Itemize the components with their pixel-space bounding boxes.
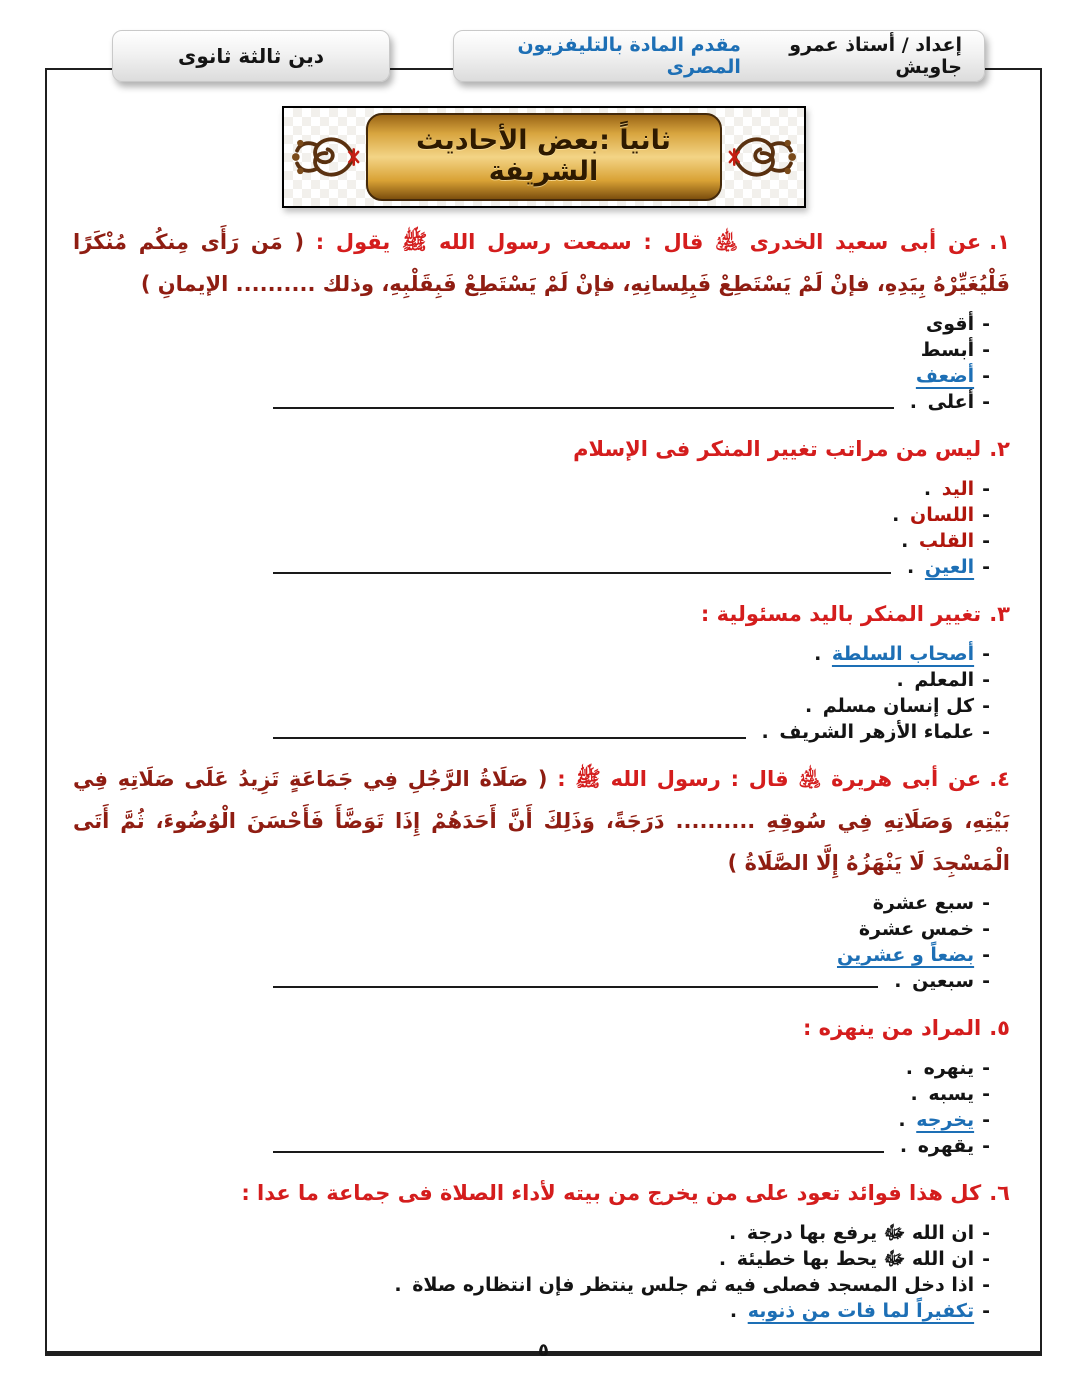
question-title xyxy=(73,758,1010,884)
option-suffix: . xyxy=(899,1135,914,1157)
question-title xyxy=(73,428,1010,470)
option-row xyxy=(73,1107,990,1133)
option-label: - اليد xyxy=(941,478,975,500)
option-label: - أعلى xyxy=(927,391,975,413)
option-label-correct: - بضعاً و عشرين xyxy=(836,944,975,966)
question-number: ٤. xyxy=(989,767,1010,791)
option-label: - أبسط xyxy=(920,339,975,361)
option-row xyxy=(73,337,990,363)
option-row xyxy=(73,719,990,745)
option-suffix: . xyxy=(729,1300,744,1322)
option-label: - أقوى xyxy=(925,313,975,335)
option-suffix: . xyxy=(898,1109,913,1131)
option-label-correct: - أضعف xyxy=(915,365,975,387)
option-row xyxy=(73,554,990,580)
option-label-correct: - يخرجه xyxy=(916,1109,975,1131)
question-text: عن أبى سعيد الخدرى ﵁ قال : سمعت رسول الله ﷺ يقول : xyxy=(304,230,982,254)
option-suffix: . xyxy=(892,504,907,526)
question-block xyxy=(73,1172,1014,1324)
section-banner xyxy=(282,106,806,208)
question-block xyxy=(73,758,1014,994)
option-label: - اذا دخل المسجد فصلى فيه ثم جلس ينتظر فإن انتظاره صلاة xyxy=(412,1274,975,1296)
option-row xyxy=(73,1272,990,1298)
question-text: عن أبى هريرة ﵁ قال : رسول الله ﷺ : xyxy=(547,767,982,791)
option-suffix: . xyxy=(910,1083,925,1105)
option-suffix: . xyxy=(718,1248,733,1270)
question-text: ليس من مراتب تغيير المنكر فى الإسلام xyxy=(573,437,982,461)
page-border xyxy=(45,68,1042,1361)
option-suffix: . xyxy=(896,669,911,691)
option-suffix: . xyxy=(804,695,819,717)
option-row xyxy=(73,311,990,337)
page-number: ٥ xyxy=(538,1340,549,1361)
question-number: ٢. xyxy=(989,437,1010,461)
separator-rule xyxy=(273,737,746,739)
option-row xyxy=(73,363,990,389)
section-banner-title: ثانياً :بعض الأحاديث الشريفة xyxy=(366,113,722,201)
option-label-correct: - العين xyxy=(924,556,975,578)
option-label: - سبعين xyxy=(912,970,975,992)
option-row xyxy=(73,1055,990,1081)
option-row xyxy=(73,1133,990,1159)
option-label: - ان الله ﷻ يرفع بها درجة xyxy=(746,1222,975,1244)
option-label-correct: - تكفيراً لما فات من ذنوبه xyxy=(747,1300,975,1322)
subject-badge-label: دين ثالثة ثانوى xyxy=(178,44,324,68)
question-title xyxy=(73,593,1010,635)
author-badge xyxy=(453,30,985,82)
option-row xyxy=(73,968,990,994)
question-text: المراد من ينهزه : xyxy=(802,1016,982,1040)
option-row xyxy=(73,693,990,719)
option-label: - سبع عشرة xyxy=(872,892,975,914)
floral-ornament-left-icon xyxy=(292,129,362,185)
options-list xyxy=(73,1055,990,1159)
option-row xyxy=(73,916,990,942)
question-number: ٣. xyxy=(989,602,1010,626)
option-row xyxy=(73,389,990,415)
options-list xyxy=(73,890,990,994)
question-number: ١. xyxy=(989,230,1010,254)
option-label: - ينهره xyxy=(923,1057,975,1079)
question-number: ٥. xyxy=(989,1016,1010,1040)
option-row xyxy=(73,1246,990,1272)
option-row xyxy=(73,641,990,667)
question-number: ٦. xyxy=(989,1181,1010,1205)
separator-rule xyxy=(273,407,894,409)
options-list xyxy=(73,476,990,580)
separator-rule xyxy=(273,1151,884,1153)
option-suffix: . xyxy=(894,970,909,992)
option-row xyxy=(73,667,990,693)
option-suffix: . xyxy=(909,391,924,413)
questions-list xyxy=(73,221,1014,1324)
options-list xyxy=(73,1220,990,1324)
question-text: تغيير المنكر باليد مسئولية : xyxy=(700,602,982,626)
question-block xyxy=(73,1007,1014,1159)
option-label: - المعلم xyxy=(914,669,975,691)
option-row xyxy=(73,1081,990,1107)
option-label: - القلب xyxy=(918,530,975,552)
author-badge-sublabel: مقدم المادة بالتليفزيون المصرى xyxy=(517,34,741,78)
question-title xyxy=(73,1007,1010,1049)
separator-rule xyxy=(273,572,891,574)
option-suffix: . xyxy=(728,1222,743,1244)
options-list xyxy=(73,641,990,745)
hadith-text: ( صَلَاةُ الرَّجُلِ فِي جَمَاعَةٍ تَزِيدُ عَلَى صَلَاتِهِ فِي بَيْتِهِ، وَصَلَاتِهِ فِي سُوقِهِ .......... دَرَجَةً، وَذَلِكَ أَنَّ أَحَدَهُمْ إِذَا تَوَضَّأَ فَأَحْسَنَ الْوُضُوءَ، ثُمَّ أَتَى الْمَسْجِدَ لَا يَنْهَزُهُ إِلَّا الصَّلَاةُ ) xyxy=(73,767,1010,875)
question-title xyxy=(73,221,1010,305)
option-row xyxy=(73,476,990,502)
option-suffix: . xyxy=(394,1274,409,1296)
question-block xyxy=(73,428,1014,580)
option-row xyxy=(73,1298,990,1324)
option-suffix: . xyxy=(923,478,938,500)
option-row xyxy=(73,528,990,554)
option-suffix: . xyxy=(761,721,776,743)
question-title xyxy=(73,1172,1010,1214)
option-label: - يسبه xyxy=(928,1083,975,1105)
floral-ornament-right-icon xyxy=(726,129,796,185)
question-block xyxy=(73,593,1014,745)
author-badge-label: إعداد / أستاذ عمرو جاويش xyxy=(789,34,962,78)
option-label: - علماء الأزهر الشريف xyxy=(779,721,975,743)
option-label: - كل إنسان مسلم xyxy=(822,695,975,717)
hadith-text: ( مَن رَأَى مِنكُم مُنْكَرًا فَلْيُغَيِّرْهُ بِيَدِهِ، فإنْ لَمْ يَسْتَطِعْ فَبِلِسانِهِ، فإنْ لَمْ يَسْتَطِعْ فَبِقَلْبِهِ، وذلك .......... الإيمانِ ) xyxy=(73,230,1010,296)
option-suffix: . xyxy=(905,1057,920,1079)
option-row xyxy=(73,942,990,968)
option-label: - ان الله ﷻ يحط بها خطيئة xyxy=(736,1248,975,1270)
separator-rule xyxy=(273,986,878,988)
option-label-correct: - أصحاب السلطة xyxy=(831,643,975,665)
page-content xyxy=(47,70,1040,1361)
subject-badge xyxy=(112,30,390,82)
option-label: - يقهره xyxy=(917,1135,975,1157)
option-row xyxy=(73,890,990,916)
option-row xyxy=(73,502,990,528)
option-label: - اللسان xyxy=(910,504,975,526)
question-text: كل هذا فوائد تعود على من يخرج من بيته لأداء الصلاة فى جماعة ما عدا : xyxy=(241,1181,982,1205)
option-suffix: . xyxy=(814,643,828,665)
option-suffix: . xyxy=(901,530,915,552)
options-list xyxy=(73,311,990,415)
option-suffix: . xyxy=(907,556,921,578)
option-label: - خمس عشرة xyxy=(858,918,975,940)
option-row xyxy=(73,1220,990,1246)
question-block xyxy=(73,221,1014,415)
